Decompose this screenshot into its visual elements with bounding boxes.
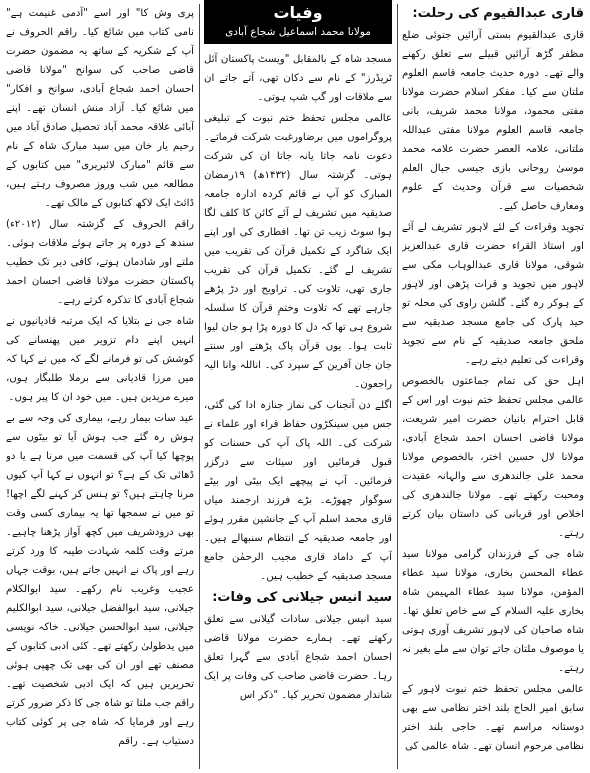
left-column <box>6 4 194 769</box>
obituary-banner <box>204 0 392 44</box>
right-paragraph-4: شاہ جی کے فرزندان گرامی مولانا سید عطاء المحسن بخاری، مولانا سید عطاء المؤمن، مولانا سید عطاء المہیمن شاہ بخاری علیہ السلام کے سے خاص تعلق تھا۔ شاہ صاحبان کی لاہور تشریف آوری ہوتی یا موصوف ملتان جاتے توان سے ملے بغیر نہ رہتے۔ <box>402 549 584 674</box>
left-paragraph-3: شاہ جی نے بتلایا کہ ایک مرتبہ قادیانیوں نے انہیں اپنے دام تزویر میں پھنسانے کی کوشش کی تو فرمانے لگے کہ میں نے کہا کہ میں مرزا قادیانی سے برملا طلبگار ہوں، میرے مریدین ہیں۔ میں خود ان کا پیر ہوں۔ <box>6 316 194 403</box>
right-paragraph-2: تجوید وقراءت کے لئے لاہور تشریف لے آئے اور استاذ القراء حضرت قاری عبدالعزیز شوقی، مولانا قاری عبدالوہاب مکی سے لاہور میں تجوید و قرات پڑھی اور لاہور کے ہوکر رہ گئے۔ گلشن راوی کی محلہ تو حید پارک کی جامع مسجد صدیقیہ سے ملحق جامعہ صدیقیہ کے نام سے تجوید وقراءت کی تعلیم دیتے رہے۔ <box>402 222 584 366</box>
middle-column <box>204 0 392 769</box>
banner-title: وفیات <box>273 3 323 22</box>
article-heading-qari-abdul-qayyum: قاری عبدالقیوم کی رحلت: <box>412 6 584 21</box>
middle-paragraph-3: اگلے دن آنجناب کی نماز جنازہ ادا کی گئی، جس میں سینکڑوں حفاظ قراء اور علماء نے شرکت کی۔ اللہ پاک آپ کی حسنات کو قبول فرمائیں اور سیئات سے درگزر فرمائیں۔ آپ نے پیچھے ایک بیٹی اور بیٹے سوگوار چھوڑے۔ بڑے فرزند ارجمند میاں قاری محمد اسلم آپ کے جانشین مقرر ہوئے اور جامعہ صدیقیہ کے انتظام سنبھالے ہیں۔ آپ کے داماد قاری مجیب الرحمٰن جامع مسجد صدیقیہ کے خطیب ہیں۔ <box>204 400 392 582</box>
left-paragraph-1: پری وش کا" اور اسے "آدمی غنیمت ہے" نامی کتاب میں شائع کیا۔ راقم الحروف نے آپ کے شکریہ کے ساتھ یہ مضمون حضرت قاضی صاحب کی سوانح "مولانا قاضی احسان احمد شجاع آبادی، سوانح و افکار" میں شائع کیا۔ آزاد منش انسان تھے۔ اپنے آبائی علاقہ محمد آباد تحصیل صادق آباد میں رحیم یار خان میں سید مبارک شاہ کے نام سے قائم "مبارک لائبریری" میں کتابوں کے مطالعہ میں شب وروز مصروف رہتے ہیں، ڈائٹ ایک لاکھ کتابوں کے مالک تھے۔ <box>6 8 194 209</box>
middle-paragraph-2: عالمی مجلس تحفظ ختم نبوت کے تبلیغی پروگراموں میں برضاورغبت شرکت فرماتے۔ دعوت نامہ جاتا یانہ جاتا ان کی شرکت ہوتی۔ گزشتہ سال (۱۴۳۲ھ) ۱۹رمضان المبارک کو آپ نے قائم کردہ ادارہ جامعہ صدیقیہ میں تشریف لے آئے کائن کا کلف لگا ہوا سوٹ زیب تن تھا۔ افطاری کی اور اپنے ایک شاگرد کے تکمیل قرآن کی تقریب میں تشریف لے گئے۔ تکمیل قرآن کی تقریب جاری تھی، تلاوت کی۔ تراویح اور دڑ پڑھے جارہے تھے کہ تلاوت وختمِ قرآن کا سلسلہ شروع ہی تھا کہ دل کا دورہ پڑا ہو جان لیوا ثابت ہوا۔ یوں قرآن پاک پڑھتے اور سنتے جان جان آفرین کے سپرد کی۔ اناللہ وانا الیہ راجعون۔ <box>204 113 392 390</box>
column-divider-right <box>397 4 398 769</box>
right-column <box>402 4 584 769</box>
article-heading-anees-jilani: سید انیس جیلانی کی وفات: <box>212 590 392 605</box>
right-paragraph-3: اہل حق کی تمام جماعتوں بالخصوص عالمی مجلس تحفظ ختم نبوت اور اس کے قابل احترام بانیان حضرت امیر شریعت، مولانا قاضی احسان احمد شجاع آبادی، مولانا لال حسین اختر، بالخصوص مولانا محمد علی جالندھری سے والہانہ عقیدت ومحبت رکھتے تھے۔ مولانا جالندھری کی اخلاص اور قربانی کی داستان بیان کرتے رہتے۔ <box>402 376 584 539</box>
right-paragraph-5: عالمی مجلس تحفظ ختم نبوت لاہور کے سابق امیر الحاج بلند اختر نظامی سے بھی دوستانہ مراسم تھے۔ حاجی بلند اختر نظامی مرحوم انسان تھے۔ شاہ عالمی کی <box>402 684 584 752</box>
banner-author: مولانا محمد اسماعیل شجاع آبادی <box>225 26 371 38</box>
middle-paragraph-1: مسجد شاہ کے بالمقابل "ویسٹ پاکستان آئل ٹریڈرز" کے نام سے دکان تھی، آتے جاتے ان سے ملاقات اور گپ شپ ہوتی۔ <box>204 54 392 103</box>
column-divider-left <box>199 4 200 769</box>
middle-paragraph-4: سید انیس جیلانی سادات گیلانی سے تعلق رکھتے تھے۔ ہمارے حضرت مولانا قاضی احسان احمد شجاع آبادی سے گہرا تعلق رہا۔ حضرت قاضی صاحب کی وفات پر ایک شاندار مضمون تحریر کیا۔ "ذکر اس <box>204 614 392 701</box>
left-paragraph-4: عید سات بیمار رہے، بیماری کی وجہ سے بے ہوش رہ گئے جب ہوش آیا تو بیٹوں سے پوچھا کیا آپ کی قسمت میں مرنا ہے یا دو ڈھائی تک کے ہے؟ تو انہوں نے کہا آپ کیوں مرنا چاہتے ہیں؟ تو ہنس کر کہنے لگے اچھا! تو میں نے سمجھا تھا یہ بیماری کسی وقت بھی درودشریف میں کچھ آواز پڑھنا چاہیے۔ مرتے وقت کلمہ شہادت طیبہ کا ورد کرتے رہے اور پاک نے انہیں جاتے ہیں، بوقت جہاں عجیب وغریب نام رکھے۔ سید ابوالکلام جیلانی، سید ابوالفضل جیلانی، سید ابوالکلیم جیلانی، سید ابوالحسن جیلانی۔ خاکہ نویسی میں یدطولیٰ رکھتے تھے۔ کئی ادبی کتابوں کے مصنف تھے اور ان کی بھی تک چھپی ہوئی تحریریں ہیں کہ ایک ادبی شخصیت تھے۔ راقم جب ملتا تو شاہ جی کا ذکر ضرور کرتے رہے اور فرمایا کہ شاہ جی پر کوئی کتاب دستیاب ہے۔ راقم <box>6 413 194 747</box>
right-paragraph-1: قاری عبدالقیوم بستی آرائیں جتوئی ضلع مظفر گڑھ آرائیں قبیلے سے تعلق رکھنے والے تھے۔ دورہ حدیث جامعہ قاسم العلوم ملتان سے کیا۔ مفکر اسلام حضرت مولانا مفتی محمود، مولانا محمد شریف، بانی جامعہ قاسم العلوم مولانا مفتی عبداللہ ملتانی، علامہ العصر حضرت علامہ محمد موسیٰ روحانی بازی جیسی جبال العلم شخصیات سے قرآن وحدیث کے علوم ومعارف حاصل کیے۔ <box>402 30 584 212</box>
left-paragraph-2: راقم الحروف کے گزشتہ سال (۲۰۱۲ء) سندھ کے دورہ پر جاتے ہوئے ملاقات ہوئی۔ ملتے اور شادمان ہوتے، کافی دیر تک خطیب پاکستان حضرت مولانا قاضی احسان احمد شجاع آبادی کا تذکرہ کرتے رہے۔ <box>6 219 194 306</box>
